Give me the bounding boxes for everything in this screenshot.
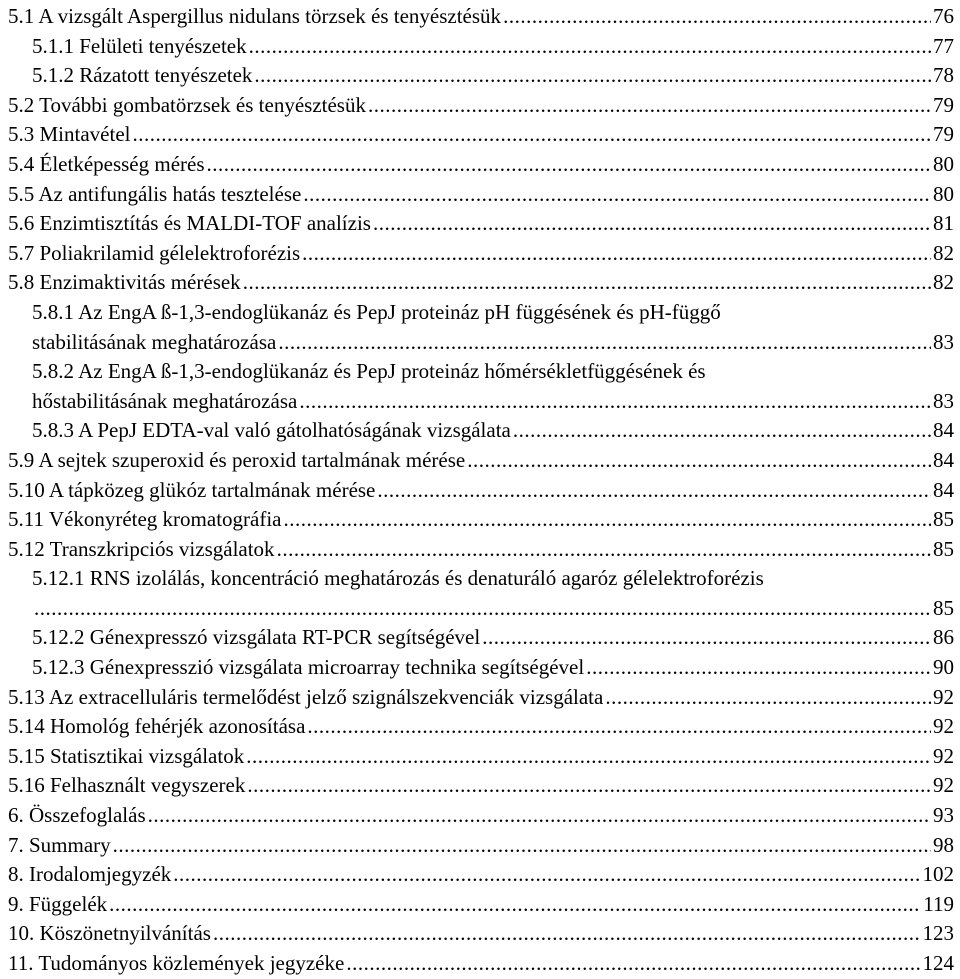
- toc-entry-row: [32, 387, 954, 417]
- toc-entry[interactable]: [8, 771, 954, 801]
- toc-entry-page-number: 84: [933, 477, 954, 502]
- toc-entry-page-number: 92: [933, 773, 954, 798]
- toc-entry-page-number: 83: [933, 388, 954, 413]
- toc-entry[interactable]: [8, 860, 954, 890]
- toc-entry-label: 5.8.3 A PepJ EDTA-val való gátolhatóságának vizsgálata: [32, 418, 511, 443]
- toc-entry-label: hőstabilitásának meghatározása: [32, 388, 298, 413]
- toc-entry[interactable]: [8, 209, 954, 239]
- toc-entry-page-number: 90: [933, 655, 954, 680]
- toc-entry-label: 5.5 Az antifungális hatás tesztelése: [8, 181, 302, 206]
- dot-leader: [299, 387, 931, 417]
- toc-entry-page-number: 79: [933, 122, 954, 147]
- dot-leader: [373, 209, 931, 239]
- toc-entry-label: 5.10 A tápközeg glükóz tartalmának mérése: [8, 477, 376, 502]
- toc-entry-page-number: 124: [922, 951, 954, 975]
- toc-entry-page-number: 92: [933, 684, 954, 709]
- toc-entry-row: [32, 61, 954, 91]
- toc-entry-row: [8, 2, 954, 32]
- toc-entry[interactable]: [8, 653, 954, 683]
- toc-entry-row: [8, 150, 954, 180]
- toc-entry-label: 5.2 További gombatörzsek és tenyésztésük: [8, 92, 366, 117]
- dot-leader: [247, 771, 931, 801]
- dot-leader: [113, 831, 931, 861]
- toc-entry-title-line: 5.8.2 Az EngA ß-1,3-endoglükanáz és PepJ proteináz hőmérsékletfüggésének és: [32, 359, 706, 384]
- toc-entry[interactable]: [8, 298, 954, 357]
- toc-entry-page-number: 82: [933, 270, 954, 295]
- dot-leader: [109, 890, 921, 920]
- toc-entry[interactable]: [8, 683, 954, 713]
- toc-entry-page-number: 78: [933, 63, 954, 88]
- dot-leader: [246, 742, 931, 772]
- toc-entry-page-number: 80: [933, 151, 954, 176]
- toc-entry-row: [8, 239, 954, 269]
- toc-entry-page-number: 86: [933, 625, 954, 650]
- toc-entry[interactable]: [8, 2, 954, 32]
- toc-entry-page-number: 92: [933, 743, 954, 768]
- toc-entry-row: [8, 268, 954, 298]
- table-of-contents: [8, 2, 954, 979]
- dot-leader: [586, 653, 931, 683]
- toc-entry-row: [8, 535, 954, 565]
- toc-entry-page-number: 93: [933, 803, 954, 828]
- toc-entry-row: [8, 91, 954, 121]
- dot-leader: [303, 180, 931, 210]
- toc-entry-page-number: 92: [933, 714, 954, 739]
- toc-entry[interactable]: [8, 180, 954, 210]
- toc-entry[interactable]: [8, 712, 954, 742]
- dot-leader: [307, 712, 931, 742]
- toc-entry-label: 5.3 Mintavétel: [8, 122, 131, 147]
- toc-entry-title-line: 5.8.1 Az EngA ß-1,3-endoglükanáz és PepJ proteináz pH függésének és pH-függő: [32, 299, 721, 324]
- toc-entry-label: 8. Irodalomjegyzék: [8, 862, 172, 887]
- toc-entry-row: [8, 949, 954, 979]
- toc-entry-row: [8, 860, 954, 890]
- toc-entry[interactable]: [8, 446, 954, 476]
- toc-entry-row: [8, 831, 954, 861]
- toc-entry-row: [8, 890, 954, 920]
- toc-entry-page-number: 123: [922, 921, 954, 946]
- toc-entry[interactable]: [8, 476, 954, 506]
- toc-entry-row: [8, 120, 954, 150]
- dot-leader: [277, 535, 931, 565]
- toc-entry-page-number: 83: [933, 329, 954, 354]
- dot-leader: [302, 239, 931, 269]
- toc-entry[interactable]: [8, 416, 954, 446]
- toc-entry-row: [8, 683, 954, 713]
- toc-entry-row: [32, 623, 954, 653]
- toc-entry-label: 5.15 Statisztikai vizsgálatok: [8, 743, 245, 768]
- toc-entry[interactable]: [8, 150, 954, 180]
- dot-leader: [34, 594, 931, 624]
- dot-leader: [254, 61, 931, 91]
- toc-entry[interactable]: [8, 831, 954, 861]
- toc-entry-page-number: 98: [933, 832, 954, 857]
- toc-entry-label: 7. Summary: [8, 832, 111, 857]
- toc-entry[interactable]: [8, 505, 954, 535]
- toc-entry-page-number: 77: [933, 33, 954, 58]
- toc-entry-row: [32, 653, 954, 683]
- toc-entry[interactable]: [8, 623, 954, 653]
- toc-entry-row: [32, 416, 954, 446]
- toc-entry-label: 5.1.1 Felületi tenyészetek: [32, 33, 247, 58]
- toc-entry-label: 5.6 Enzimtisztítás és MALDI-TOF analízis: [8, 211, 371, 236]
- dot-leader: [368, 91, 931, 121]
- toc-entry[interactable]: [8, 91, 954, 121]
- toc-entry-label: 5.12 Transzkripciós vizsgálatok: [8, 536, 275, 561]
- toc-entry[interactable]: [8, 32, 954, 62]
- toc-entry-label: 5.11 Vékonyréteg kromatográfia: [8, 507, 282, 532]
- toc-entry-label: 5.12.2 Génexpresszó vizsgálata RT-PCR segítségével: [32, 625, 481, 650]
- toc-entry[interactable]: [8, 61, 954, 91]
- toc-entry-label: 5.1 A vizsgált Aspergillus nidulans törzsek és tenyésztésük: [8, 4, 502, 28]
- toc-entry-label: 5.8 Enzimaktivitás mérések: [8, 270, 241, 295]
- toc-entry-row: [32, 328, 954, 358]
- toc-entry-row: [8, 801, 954, 831]
- toc-entry-row: [32, 32, 954, 62]
- toc-entry-label: 5.9 A sejtek szuperoxid és peroxid tartalmának mérése: [8, 447, 466, 472]
- toc-entry-title-line: 5.12.1 RNS izolálás, koncentráció meghatározás és denaturáló agaróz gélelektroforézis: [32, 566, 764, 591]
- toc-entry-row: [8, 742, 954, 772]
- dot-leader: [132, 120, 931, 150]
- toc-entry-label: 5.16 Felhasznált vegyszerek: [8, 773, 246, 798]
- toc-entry-row: [8, 446, 954, 476]
- toc-entry[interactable]: [8, 890, 954, 920]
- toc-entry-row: [8, 919, 954, 949]
- toc-entry[interactable]: [8, 919, 954, 949]
- toc-entry-label: 11. Tudományos közlemények jegyzéke: [8, 951, 345, 975]
- toc-entry-page-number: 85: [933, 595, 954, 620]
- dot-leader: [213, 919, 921, 949]
- dot-leader: [278, 328, 931, 358]
- toc-entry-page-number: 85: [933, 536, 954, 561]
- toc-entry-label: 5.4 Életképesség mérés: [8, 151, 205, 176]
- toc-entry-label: 5.13 Az extracelluláris termelődést jelző szignálszekvenciák vizsgálata: [8, 684, 604, 709]
- toc-entry-label: 10. Köszönetnyilvánítás: [8, 921, 211, 946]
- dot-leader: [503, 2, 931, 32]
- toc-entry[interactable]: [8, 564, 954, 623]
- toc-entry-row: [8, 180, 954, 210]
- toc-entry-label: 5.14 Homológ fehérjék azonosítása: [8, 714, 306, 739]
- dot-leader: [284, 505, 932, 535]
- dot-leader: [377, 476, 931, 506]
- toc-entry-row: [8, 476, 954, 506]
- toc-entry-page-number: 82: [933, 240, 954, 265]
- toc-entry-page-number: 81: [933, 211, 954, 236]
- toc-entry-page-number: 76: [933, 4, 954, 28]
- toc-entry-label: 5.1.2 Rázatott tenyészetek: [32, 63, 253, 88]
- toc-entry-label: 9. Függelék: [8, 891, 108, 916]
- toc-entry-row: [8, 209, 954, 239]
- toc-entry-label: 5.7 Poliakrilamid gélelektroforézis: [8, 240, 301, 265]
- toc-entry[interactable]: [8, 742, 954, 772]
- toc-entry-page-number: 84: [933, 418, 954, 443]
- dot-leader: [249, 32, 931, 62]
- toc-entry-page-number: 84: [933, 447, 954, 472]
- toc-entry[interactable]: [8, 949, 954, 979]
- toc-entry[interactable]: [8, 535, 954, 565]
- toc-entry[interactable]: [8, 239, 954, 269]
- toc-entry-row: [8, 712, 954, 742]
- dot-leader: [243, 268, 931, 298]
- dot-leader: [148, 801, 931, 831]
- dot-leader: [467, 446, 931, 476]
- toc-entry[interactable]: [8, 268, 954, 298]
- toc-entry-row: [8, 771, 954, 801]
- toc-entry-page-number: 80: [933, 181, 954, 206]
- toc-entry-page-number: 85: [933, 507, 954, 532]
- dot-leader: [346, 949, 920, 979]
- toc-entry[interactable]: [8, 120, 954, 150]
- toc-entry-page-number: 79: [933, 92, 954, 117]
- toc-entry-row: [32, 594, 954, 624]
- dot-leader: [605, 683, 931, 713]
- dot-leader: [173, 860, 920, 890]
- toc-entry-label: 5.12.3 Génexpresszió vizsgálata microarray technika segítségével: [32, 655, 585, 680]
- toc-entry-row: [8, 505, 954, 535]
- toc-entry[interactable]: [8, 801, 954, 831]
- toc-entry-page-number: 119: [923, 891, 954, 916]
- dot-leader: [207, 150, 931, 180]
- dot-leader: [482, 623, 931, 653]
- toc-entry-page-number: 102: [922, 862, 954, 887]
- toc-entry[interactable]: [8, 357, 954, 416]
- toc-entry-label: 6. Összefoglalás: [8, 803, 146, 828]
- dot-leader: [513, 416, 931, 446]
- toc-entry-label: stabilitásának meghatározása: [32, 329, 277, 354]
